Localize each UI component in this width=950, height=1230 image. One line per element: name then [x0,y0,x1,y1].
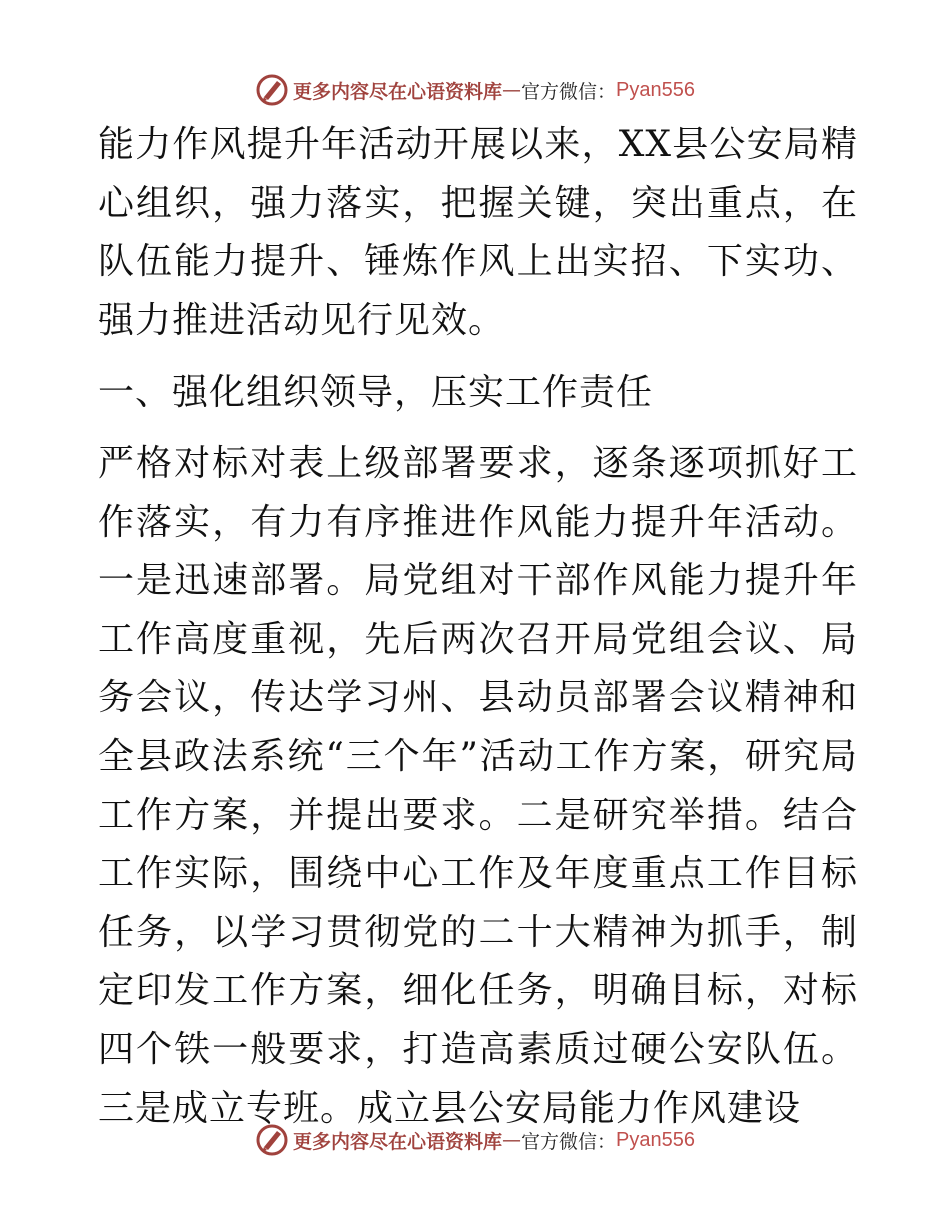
header-watermark [0,72,950,108]
watermark-official-text: 官方微信： [521,1130,617,1153]
watermark-dash: — [502,79,522,101]
watermark-main-text: 更多内容尽在心语资料库 [293,80,503,103]
watermark-dash: — [502,1129,522,1151]
watermark-official-text: 官方微信： [521,80,617,103]
document-body [98,116,858,1138]
watermark-handle: Pyan556 [616,1128,695,1151]
watermark-handle: Pyan556 [616,78,695,101]
watermark-main-text: 更多内容尽在心语资料库 [293,1130,503,1153]
section-heading: 一、强化组织领导，压实工作责任 [98,372,654,414]
footer-watermark [0,1122,950,1158]
quill-pen-logo-icon [255,73,289,107]
quill-pen-logo-icon [255,1123,289,1157]
paragraph-body: 严格对标对表上级部署要求，逐条逐项抓好工作落实，有力有序推进作风能力提升年活动。一是迅速部署。局党组对干部作风能力提升年工作高度重视，先后两次召开局党组会议、局务会议，传达学习州、县动员部署会议精神和全县政法系统“三个年”活动工作方案，研究局工作方案，并提出要求。二是研究举措。结合工作实际，围绕中心工作及年度重点工作目标任务，以学习贯彻党的二十大精神为抓手，制定印发工作方案，细化任务，明确目标，对标四个铁一般要求，打造高素质过硬公安队伍。三是成立专班。成立县公安局能力作风建设 [98,442,858,1129]
paragraph-intro: 能力作风提升年活动开展以来，XX县公安局精心组织，强力落实，把握关键，突出重点，在队伍能力提升、锤炼作风上出实招、下实功、强力推进活动见行见效。 [98,124,858,341]
